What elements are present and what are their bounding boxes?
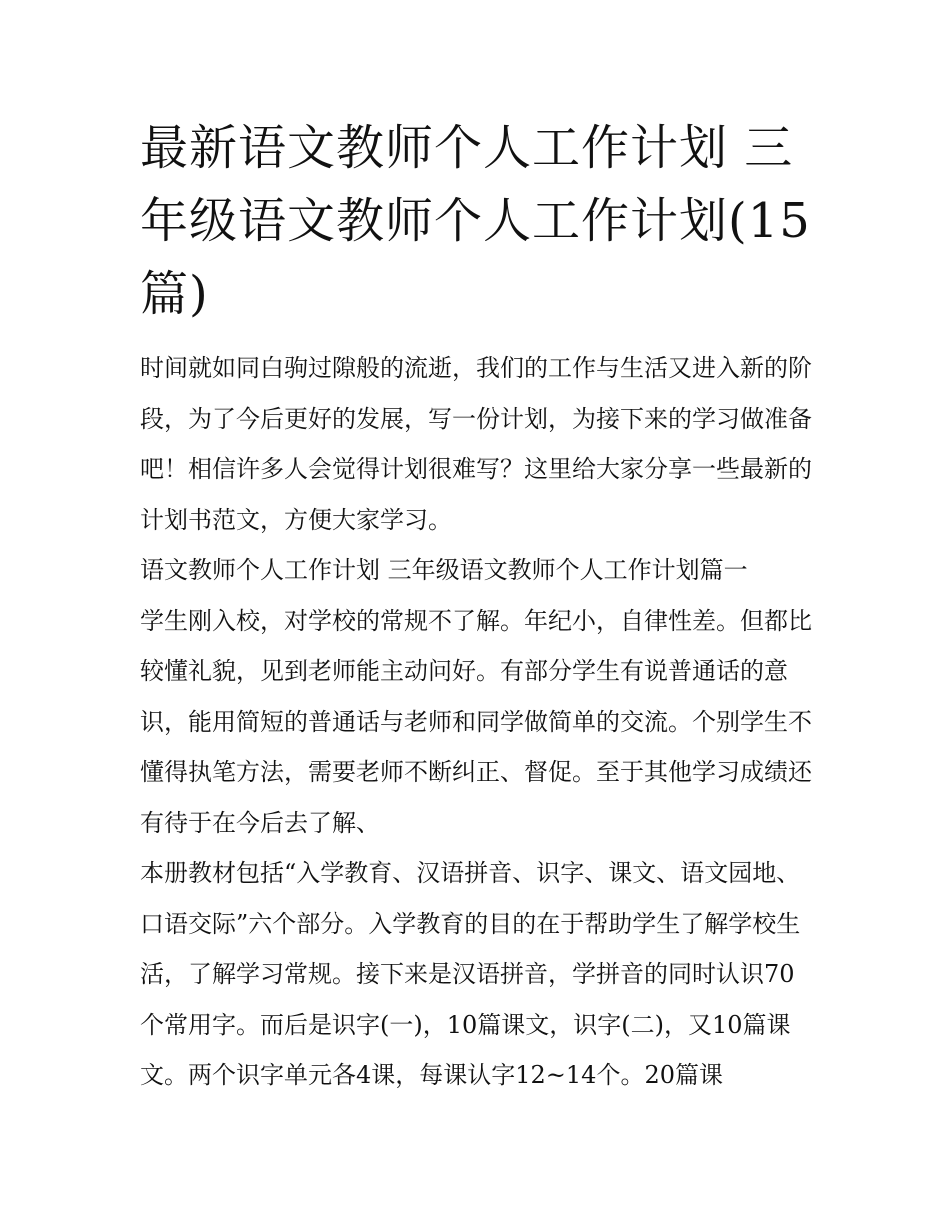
document-title: 最新语文教师个人工作计划 三年级语文教师个人工作计划(15篇) bbox=[140, 120, 811, 322]
intro-paragraph: 时间就如同白驹过隙般的流逝，我们的工作与生活又进入新的阶段，为了今后更好的发展，写一份计划，为接下来的学习做准备吧！相信许多人会觉得计划很难写？这里给大家分享一些最新的计划书范文，方便大家学习。 bbox=[140, 354, 812, 534]
body-paragraph: 学生刚入校，对学校的常规不了解。年纪小，自律性差。但都比较懂礼貌，见到老师能主动问好。有部分学生有说普通话的意识，能用简短的普通话与老师和同学做简单的交流。个别学生不懂得执笔方法，需要老师不断纠正、督促。至于其他学习成绩还有待于在今后去了解、 bbox=[140, 606, 812, 837]
section-heading: 语文教师个人工作计划 三年级语文教师个人工作计划篇一 bbox=[140, 556, 748, 584]
document-body bbox=[140, 112, 812, 1101]
body-paragraph: 本册教材包括“入学教育、汉语拼音、识字、课文、语文园地、口语交际”六个部分。入学教育的目的在于帮助学生了解学校生活，了解学习常规。接下来是汉语拼音，学拼音的同时认识70个常用字。而后是识字(一)，10篇课文，识字(二)，又10篇课文。两个识字单元各4课，每课认字12~14个。20篇课 bbox=[140, 859, 801, 1089]
